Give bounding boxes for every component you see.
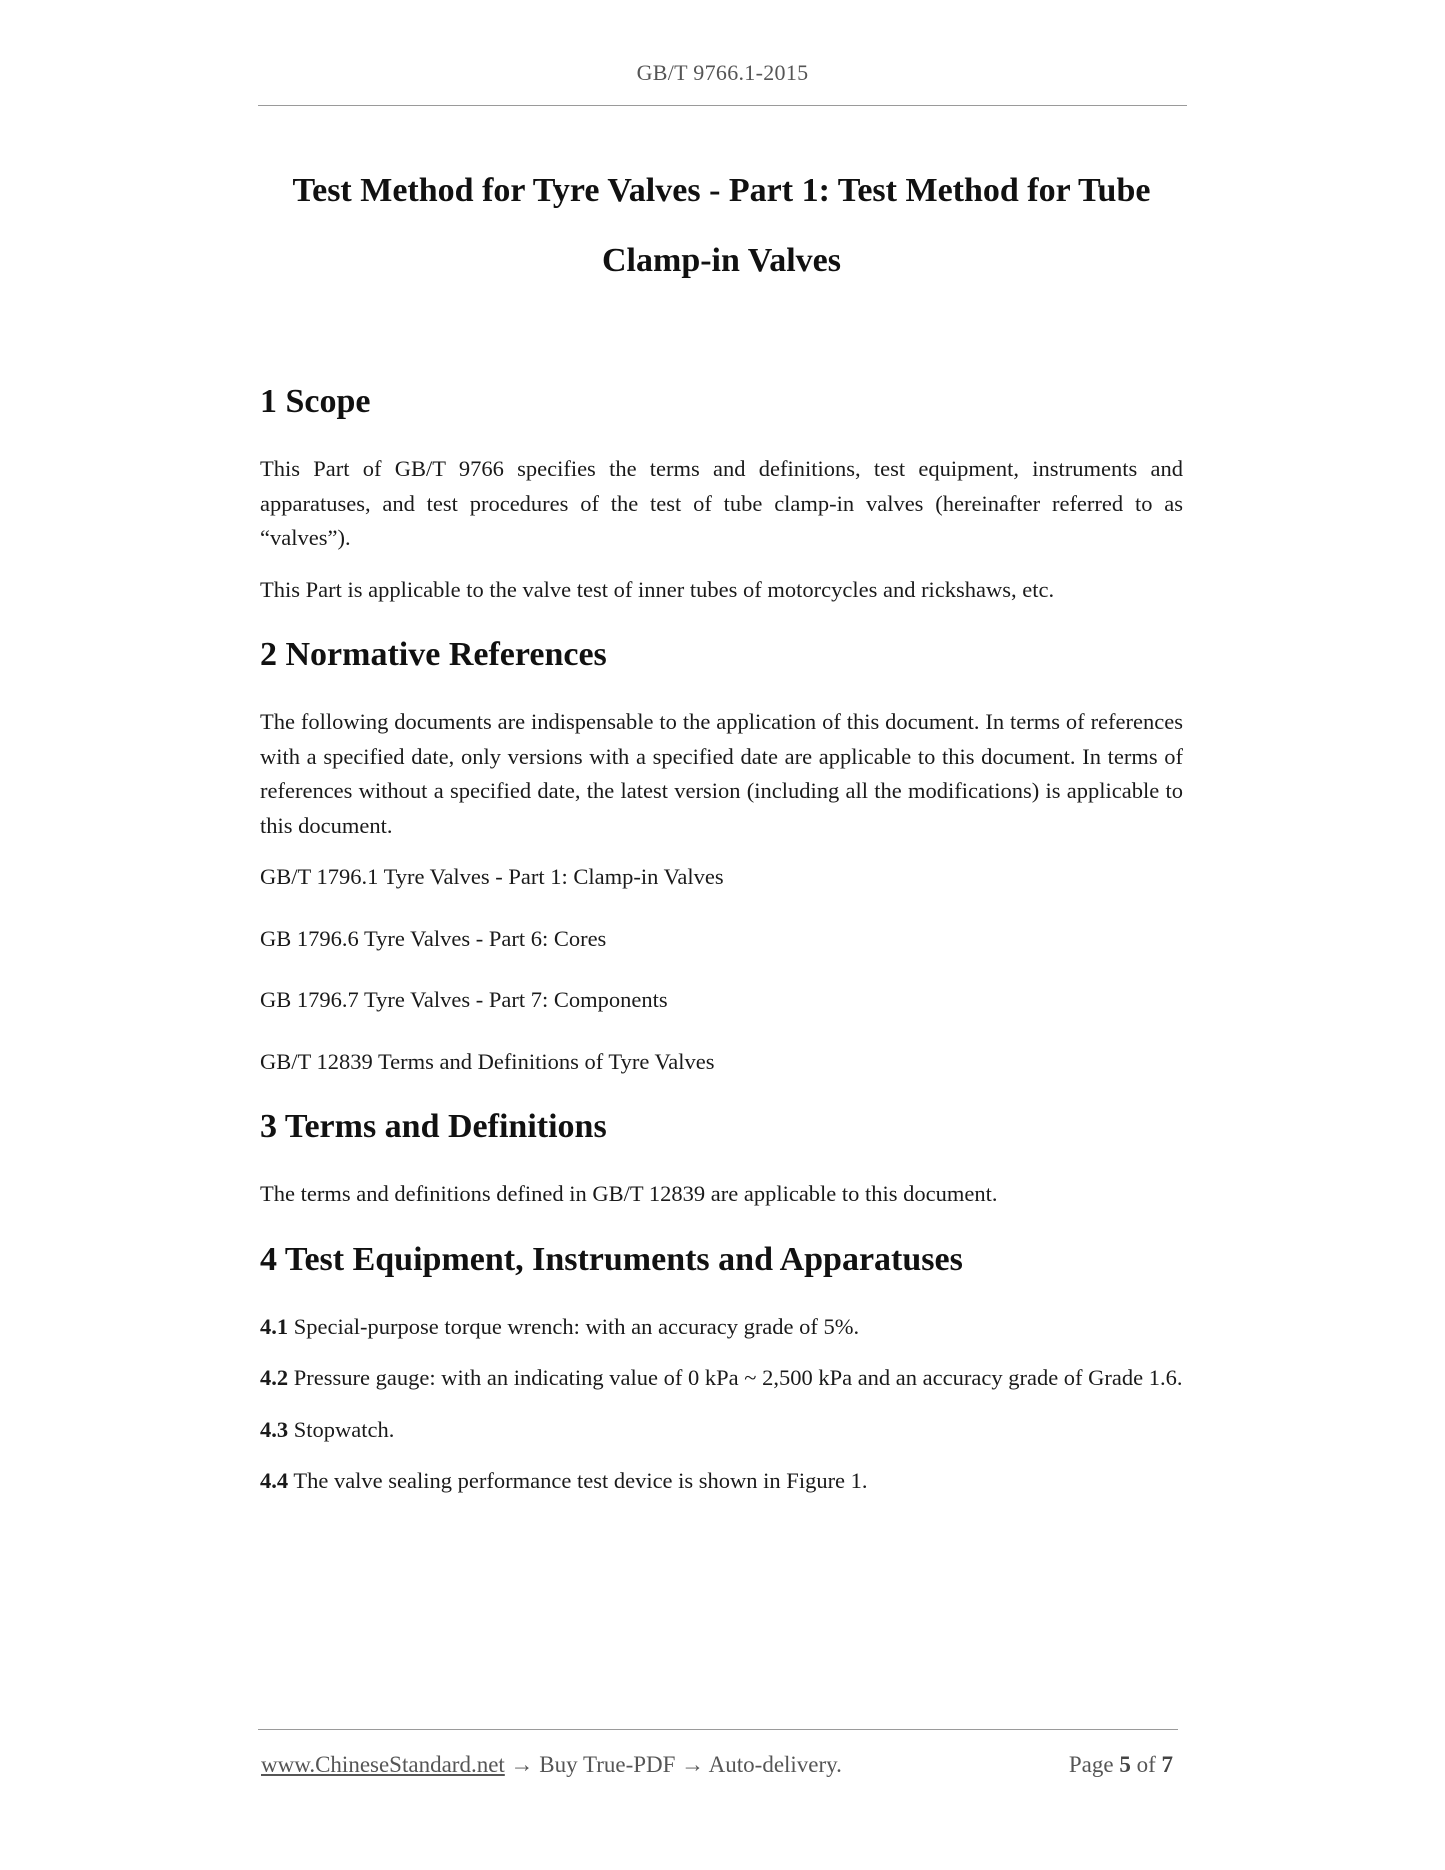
clause-text: Pressure gauge: with an indicating value of 0 kPa ~ 2,500 kPa and an accuracy grade of Grade 1.6. (293, 1365, 1183, 1390)
clause-text: The valve sealing performance test device is shown in Figure 1. (293, 1468, 868, 1493)
reference-item: GB/T 12839 Terms and Definitions of Tyre Valves (260, 1048, 715, 1074)
page-label: Page (1068, 1752, 1114, 1777)
clause-number: 4.1 (260, 1313, 289, 1339)
normative-paragraph: The following documents are indispensable to the application of this document. In terms of references with a specified date, only versions with a specified date are applicable to this document. In terms of references without a specified date, the latest version (including all the modifications) is applicable to this document. (260, 709, 1183, 838)
page-of: of (1136, 1752, 1156, 1777)
website-link[interactable]: www.ChineseStandard.net (261, 1752, 505, 1777)
clause-text: Stopwatch. (293, 1416, 395, 1442)
terms-paragraph: The terms and definitions defined in GB/T 12839 are applicable to this document. (260, 1181, 998, 1206)
reference-item: GB/T 1796.1 Tyre Valves - Part 1: Clamp-in Valves (260, 864, 724, 889)
section-heading-test-equipment: 4 Test Equipment, Instruments and Apparatuses (260, 1240, 963, 1278)
clause-number: 4.3 (260, 1416, 289, 1442)
document-title-line2: Clamp-in Valves (602, 242, 841, 279)
section-heading-scope: 1 Scope (260, 383, 371, 420)
page-content (260, 156, 1183, 1499)
reference-item: GB 1796.6 Tyre Valves - Part 6: Cores (260, 925, 607, 951)
reference-item: GB 1796.7 Tyre Valves - Part 7: Components (260, 987, 668, 1012)
clause-number: 4.2 (260, 1365, 289, 1390)
scope-paragraph-1: This Part of GB/T 9766 specifies the terms and definitions, test equipment, instruments and apparatuses, and test procedures of the test of tube clamp-in valves (hereinafter referred to as “valves”). (260, 456, 1183, 550)
clause-text: Special-purpose torque wrench: with an accuracy grade of 5%. (293, 1313, 860, 1339)
document-title (260, 156, 1183, 296)
scope-paragraph-2: This Part is applicable to the valve test of inner tubes of motorcycles and rickshaws, etc. (260, 576, 1055, 602)
section-heading-terms-definitions: 3 Terms and Definitions (260, 1108, 607, 1145)
page-current: 5 (1119, 1752, 1131, 1777)
document-title-line1: Test Method for Tyre Valves - Part 1: Test Method for Tube (292, 172, 1151, 209)
page-total: 7 (1161, 1752, 1173, 1777)
page-number (1069, 1752, 1173, 1778)
section-heading-normative-references: 2 Normative References (260, 636, 607, 673)
footer-divider (258, 1729, 1178, 1730)
equipment-item (260, 1310, 1183, 1345)
header-divider (258, 105, 1187, 106)
clause-number: 4.4 (260, 1468, 289, 1493)
page-footer (261, 1752, 1179, 1778)
equipment-item (260, 1464, 1183, 1499)
equipment-item (260, 1361, 1183, 1396)
equipment-item (260, 1413, 1183, 1448)
footer-promo-text: → Buy True-PDF → Auto-delivery. (504, 1752, 842, 1777)
header-standard-code: GB/T 9766.1-2015 (636, 60, 809, 85)
